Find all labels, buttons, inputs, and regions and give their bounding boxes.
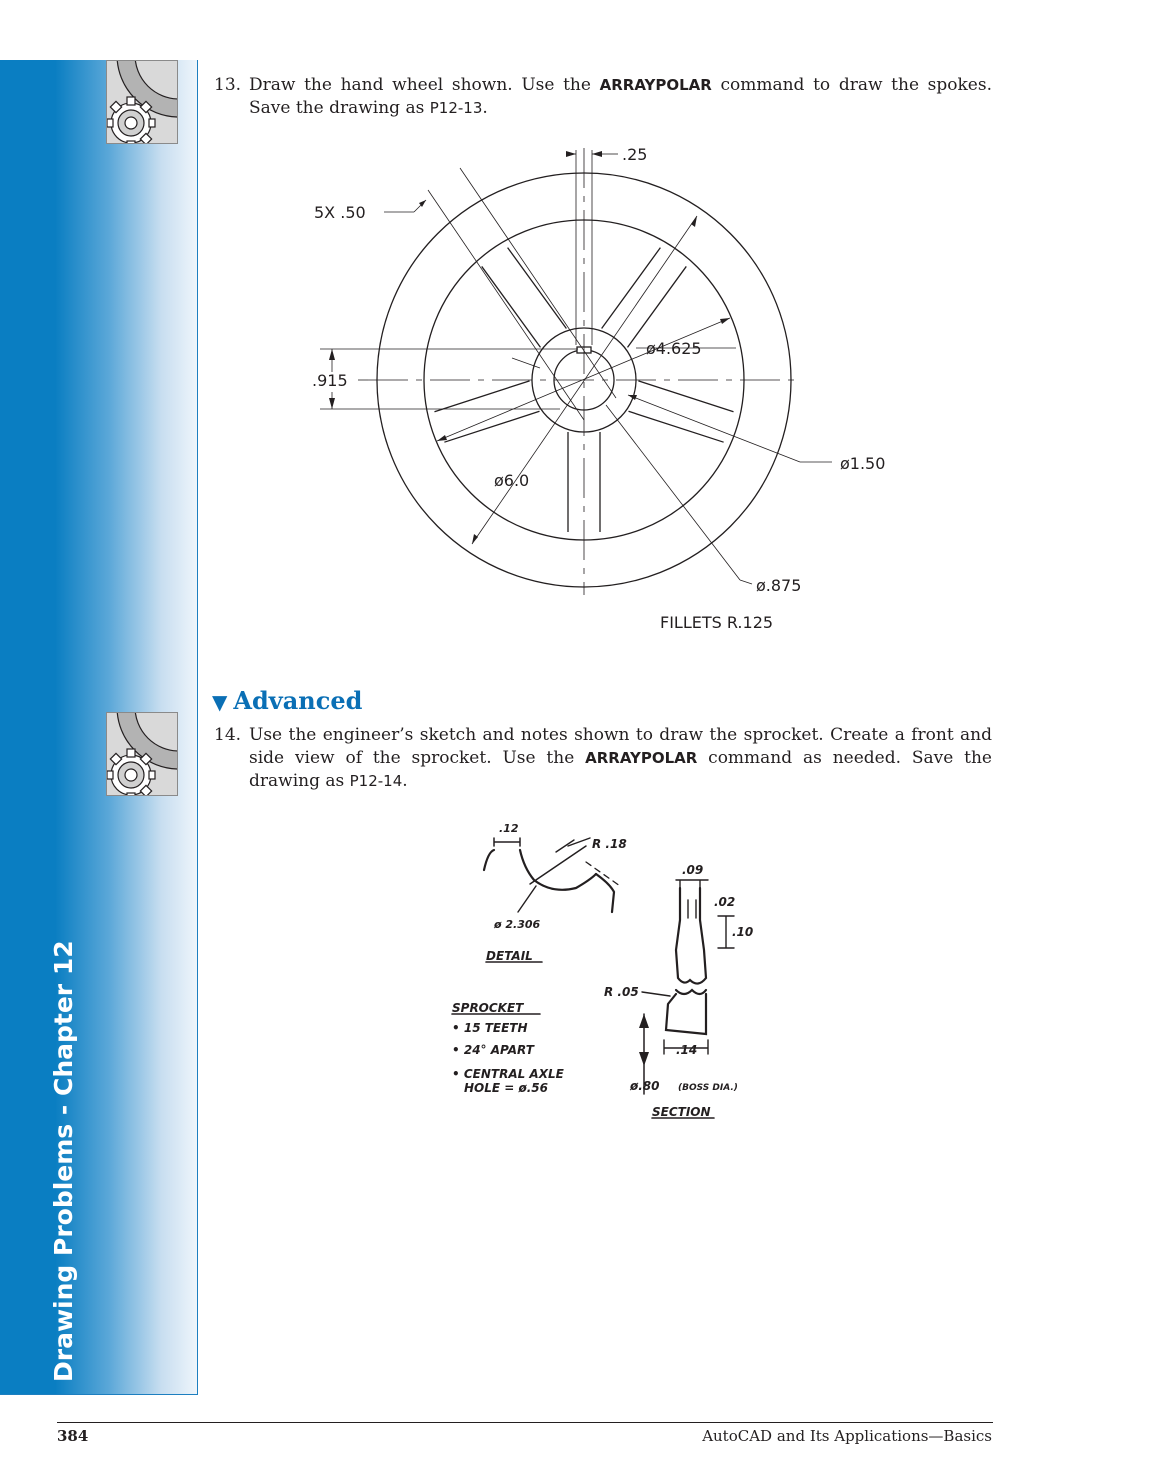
page-number: 384 <box>57 1427 89 1445</box>
problem-number: 14. <box>214 725 242 745</box>
text-segment: . <box>402 771 408 791</box>
down-triangle-icon: ▼ <box>212 690 228 714</box>
sketch-dim-12: .12 <box>499 822 519 835</box>
text-segment: command as needed. Save the drawing as <box>249 748 992 791</box>
text-segment: Use the engineer’s sketch and notes shown to draw the sprocket. Create a front and side view of the sprocket. Use the <box>249 725 992 768</box>
sketch-apart-note: • 24° APART <box>452 1043 534 1057</box>
problem-number: 13. <box>214 75 242 95</box>
footer-rule <box>57 1422 993 1423</box>
file-name: P12-14 <box>349 772 403 790</box>
text-segment: . <box>482 98 488 118</box>
sketch-dim-10: .10 <box>732 925 754 939</box>
problem-text <box>249 724 992 793</box>
file-name: P12-13 <box>429 99 483 117</box>
sketch-r18: R .18 <box>592 837 627 851</box>
problem-text <box>249 74 992 120</box>
text-segment: command to draw the spokes. Save the drawing as <box>249 75 992 118</box>
dim-150: ø1.50 <box>840 454 886 473</box>
sketch-axle-hole: HOLE = ø.56 <box>464 1081 548 1095</box>
problem-14 <box>214 724 992 793</box>
dim-875: ø.875 <box>756 576 802 595</box>
sketch-r05: R .05 <box>604 985 639 999</box>
dim-915: .915 <box>312 371 348 390</box>
sketch-boss-note: (BOSS DIA.) <box>678 1083 738 1093</box>
command-name: ARRAYPOLAR <box>599 76 712 94</box>
gear-icon <box>106 60 178 144</box>
heading-text: Advanced <box>233 686 363 715</box>
sketch-sprocket-title: SPROCKET <box>452 1001 524 1015</box>
dim-50: 5X .50 <box>314 203 366 222</box>
dim-4625: ø4.625 <box>646 339 702 358</box>
advanced-heading <box>212 686 362 715</box>
sketch-dim-14: .14 <box>676 1043 698 1057</box>
text-segment: Draw the hand wheel shown. Use the <box>249 75 600 95</box>
sketch-axle-note: • CENTRAL AXLE <box>452 1067 564 1081</box>
sketch-teeth-note: • 15 TEETH <box>452 1021 528 1035</box>
dim-25: .25 <box>622 145 648 164</box>
hand-wheel-drawing <box>290 140 890 640</box>
gear-icon <box>106 712 178 796</box>
problem-13 <box>214 74 992 120</box>
dim-60: ø6.0 <box>494 471 530 490</box>
sketch-boss-dia: ø.80 <box>630 1079 660 1093</box>
sketch-detail-label: DETAIL <box>486 949 533 963</box>
sprocket-sketch <box>440 812 780 1128</box>
sidebar-chapter-title: Drawing Problems - Chapter 12 <box>49 940 78 1382</box>
sketch-section-label: SECTION <box>652 1105 711 1119</box>
running-title: AutoCAD and Its Applications—Basics <box>702 1427 992 1445</box>
sketch-dim-02: .02 <box>714 895 736 909</box>
sketch-dim-09: .09 <box>682 863 704 877</box>
command-name: ARRAYPOLAR <box>585 749 698 767</box>
fillets-note: FILLETS R.125 <box>660 613 774 632</box>
sketch-dia-2306: ø 2.306 <box>494 918 541 931</box>
